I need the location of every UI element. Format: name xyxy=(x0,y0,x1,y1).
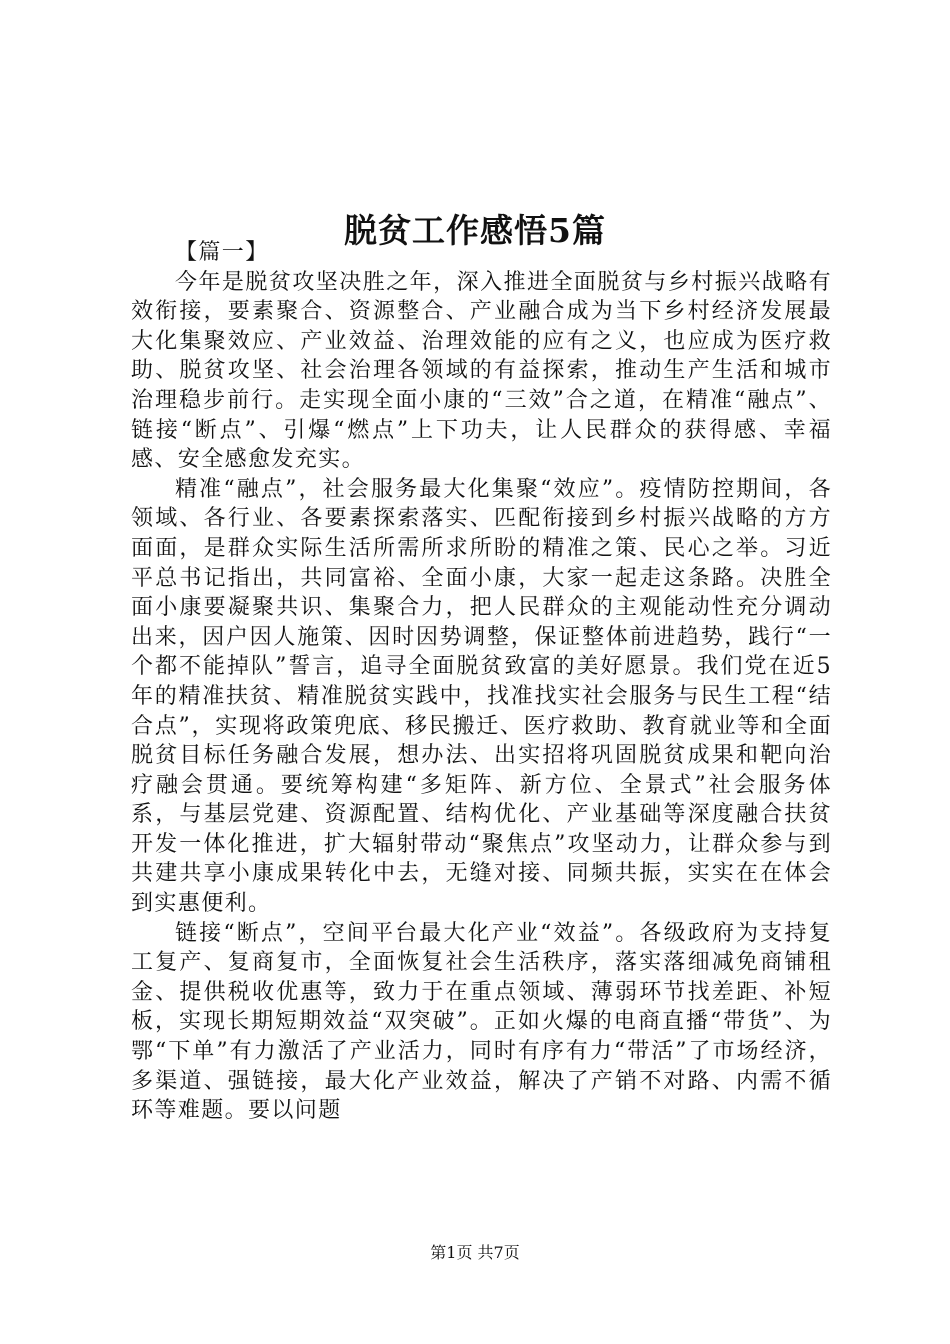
paragraph-1: 今年是脱贫攻坚决胜之年，深入推进全面脱贫与乡村振兴战略有效衔接，要素聚合、资源整合、产业融合成为当下乡村经济发展最大化集聚效应、产业效益、治理效能的应有之义，也应成为医疗救助、脱贫攻坚、社会治理各领域的有益探索，推动生产生活和城市治理稳步前行。走实现全面小康的“三效”合之道，在精准“融点”、链接“断点”、引爆“燃点”上下功夫，让人民群众的获得感、幸福感、安全感愈发充实。 xyxy=(131,269,832,473)
document-body xyxy=(131,238,832,1126)
paragraph-3: 链接“断点”，空间平台最大化产业“效益”。各级政府为支持复工复产、复商复市，全面恢复社会生活秩序，落实落细减免商铺租金、提供税收优惠等，致力于在重点领域、薄弱环节找差距、补短板，实现长期短期效益“双突破”。正如火爆的电商直播“带货”、为鄂“下单”有力激活了产业活力，同时有序有力“带活”了市场经济，多渠道、强链接，最大化产业效益，解决了产销不对路、内需不循环等难题。要以问题 xyxy=(131,920,832,1124)
document-title: 脱贫工作感悟5篇 xyxy=(344,211,606,251)
paragraph-2: 精准“融点”，社会服务最大化集聚“效应”。疫情防控期间，各领域、各行业、各要素探索落实、匹配衔接到乡村振兴战略的方方面面，是群众实际生活所需所求所盼的精准之策、民心之举。习近平总书记指出，共同富裕、全面小康，大家一起走这条路。决胜全面小康要凝聚共识、集聚合力，把人民群众的主观能动性充分调动出来，因户因人施策、因时因势调整，保证整体前进趋势，践行“一个都不能掉队”誓言，追寻全面脱贫致富的美好愿景。我们党在近5年的精准扶贫、精准脱贫实践中，找准找实社会服务与民生工程“结合点”，实现将政策兜底、移民搬迁、医疗救助、教育就业等和全面脱贫目标任务融合发展，想办法、出实招将巩固脱贫成果和靶向治疗融会贯通。要统筹构建“多矩阵、新方位、全景式”社会服务体系，与基层党建、资源配置、结构优化、产业基础等深度融合扶贫开发一体化推进，扩大辐射带动“聚焦点”攻坚动力，让群众参与到共建共享小康成果转化中去，无缝对接、同频共振，实实在在体会到实惠便利。 xyxy=(131,476,832,917)
page-footer: 第1页 共7页 xyxy=(430,1243,520,1262)
section-heading: 【篇一】 xyxy=(175,240,269,265)
